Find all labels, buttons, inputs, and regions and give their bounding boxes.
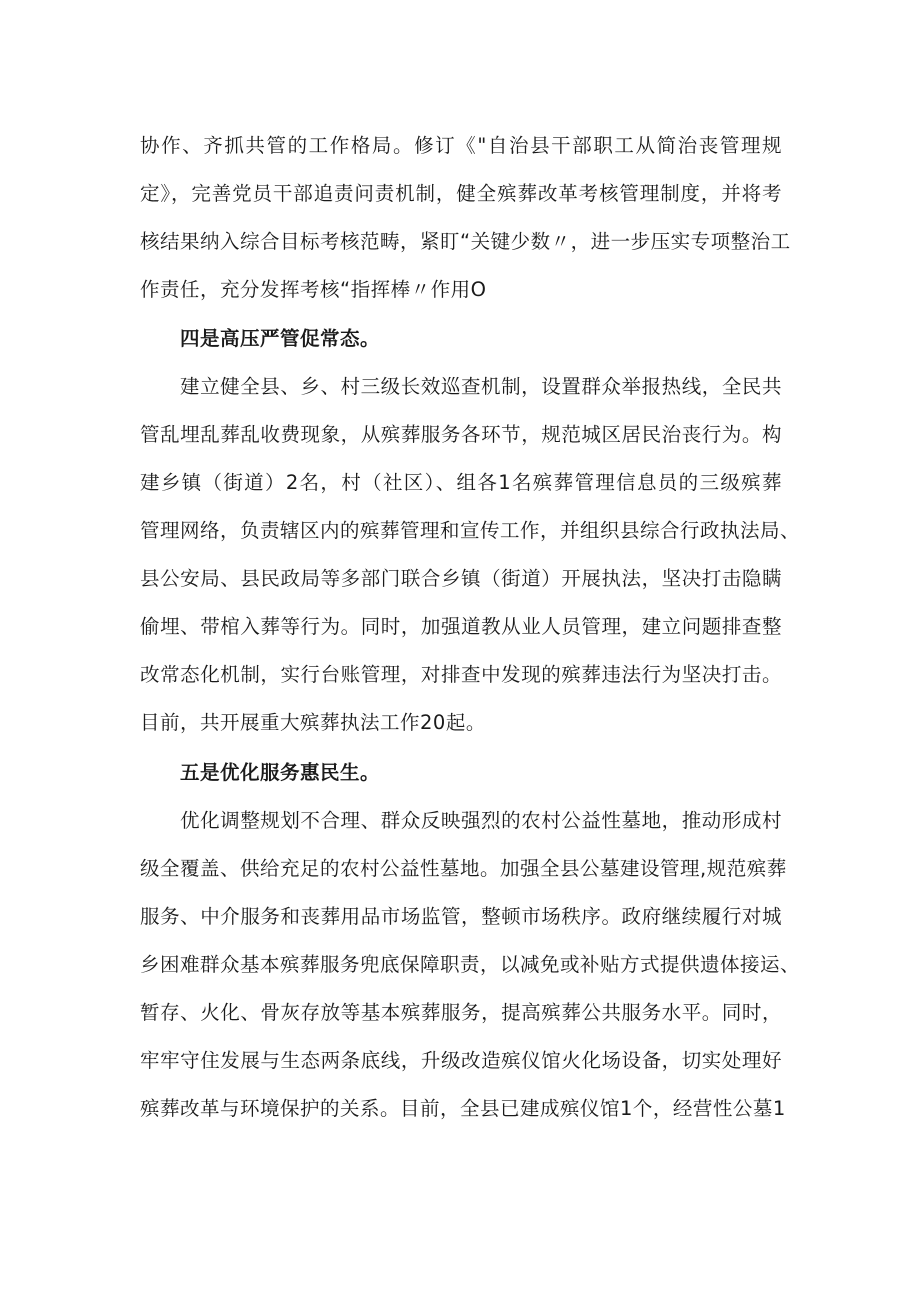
text-line: 定》，完善党员干部追责问责机制，健全殡葬改革考核管理制度，并将考 bbox=[140, 182, 782, 205]
text-line: 偷埋、带棺入葬等行为。同时，加强道教从业人员管理，建立问题排查整 bbox=[140, 615, 782, 638]
text-line: 管乱埋乱葬乱收费现象，从殡葬服务各环节，规范城区居民治丧行为。构 bbox=[140, 423, 782, 446]
text-line: 协作、齐抓共管的工作格局。修订《"自治县干部职工从简治丧管理规 bbox=[140, 134, 782, 157]
paragraph-section-four bbox=[140, 363, 801, 747]
text-line: 建乡镇（街道）2名，村（社区）、组各1名殡葬管理信息员的三级殡葬 bbox=[140, 471, 782, 494]
text-line: 作责任，充分发挥考核“指挥棒〃作用O bbox=[140, 278, 487, 301]
paragraph-continuation bbox=[140, 122, 791, 314]
text-line: 殡葬改革与环境保护的关系。目前，全县已建成殡仪馆1个，经营性公墓1 bbox=[140, 1097, 786, 1120]
text-line: 核结果纳入综合目标考核范畴，紧盯“关键少数〃，进一步压实专项整治工 bbox=[140, 230, 791, 253]
text-line: 暂存、火化、骨灰存放等基本殡葬服务，提高殡葬公共服务水平。同时， bbox=[140, 1001, 782, 1024]
text-line: 管理网络，负责辖区内的殡葬管理和宣传工作，并组织县综合行政执法局、 bbox=[140, 519, 801, 542]
text-line: 改常态化机制，实行台账管理，对排查中发现的殡葬违法行为坚决打击。 bbox=[140, 663, 782, 686]
text-line: 级全覆盖、供给充足的农村公益性墓地。加强全县公墓建设管理,规范殡葬 bbox=[140, 857, 787, 880]
paragraph-section-five bbox=[140, 797, 801, 1133]
text-line: 优化调整规划不合理、群众反映强烈的农村公益性墓地，推动形成村 bbox=[180, 809, 782, 832]
text-line: 服务、中介服务和丧葬用品市场监管，整顿市场秩序。政府继续履行对城 bbox=[140, 905, 782, 928]
text-line: 乡困难群众基本殡葬服务兜底保障职责，以减免或补贴方式提供遗体接运、 bbox=[140, 953, 801, 976]
text-line: 牢牢守住发展与生态两条底线，升级改造殡仪馆火化场设备，切实处理好 bbox=[140, 1049, 782, 1072]
text-line: 建立健全县、乡、村三级长效巡查机制，设置群众举报热线，全民共 bbox=[180, 375, 782, 398]
section-five-heading: 五是优化服务惠民生。 bbox=[180, 761, 381, 784]
text-line: 目前，共开展重大殡葬执法工作20起。 bbox=[140, 711, 486, 734]
section-four-heading: 四是高压严管促常态。 bbox=[180, 327, 381, 350]
text-line: 县公安局、县民政局等多部门联合乡镇（街道）开展执法，坚决打击隐瞒 bbox=[140, 567, 782, 590]
